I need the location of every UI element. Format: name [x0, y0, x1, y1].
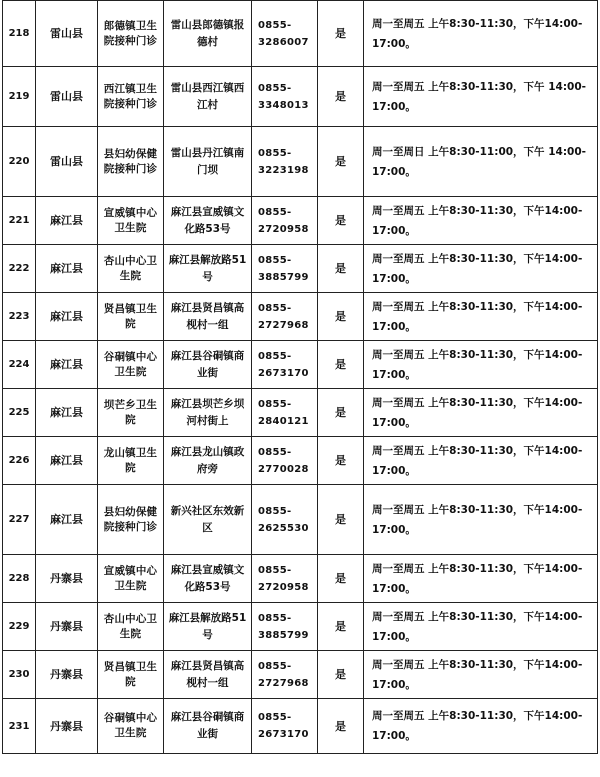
address-cell: 麻江县坝芒乡坝河村街上 [164, 389, 252, 437]
hours-cell: 周一至周五 上午8:30-11:30，下午14:00-17:00。 [364, 293, 598, 341]
address-cell: 麻江县谷硐镇商业街 [164, 341, 252, 389]
row-number: 229 [3, 603, 36, 651]
county-cell: 雷山县 [36, 67, 98, 127]
table-row [3, 651, 598, 699]
clinic-name-cell: 谷硐镇中心卫生院 [98, 341, 164, 389]
table-row [3, 197, 598, 245]
phone-cell: 0855-2720958 [252, 555, 318, 603]
document-page [2, 0, 597, 754]
available-flag-cell: 是 [318, 485, 364, 555]
table-row [3, 699, 598, 754]
clinic-name-cell: 县妇幼保健院接种门诊 [98, 485, 164, 555]
table-row [3, 341, 598, 389]
phone-cell: 0855-3223198 [252, 127, 318, 197]
phone-cell: 0855-2840121 [252, 389, 318, 437]
table-row [3, 389, 598, 437]
table-body [3, 1, 598, 754]
row-number: 225 [3, 389, 36, 437]
available-flag-cell: 是 [318, 127, 364, 197]
county-cell: 麻江县 [36, 341, 98, 389]
row-number: 230 [3, 651, 36, 699]
clinic-name-cell: 郎德镇卫生院接种门诊 [98, 1, 164, 67]
clinic-name-cell: 杏山中心卫生院 [98, 245, 164, 293]
available-flag-cell: 是 [318, 1, 364, 67]
address-cell: 麻江县宣威镇文化路53号 [164, 197, 252, 245]
available-flag-cell: 是 [318, 245, 364, 293]
address-cell: 麻江县解放路51号 [164, 603, 252, 651]
table-row [3, 437, 598, 485]
county-cell: 丹寨县 [36, 603, 98, 651]
row-number: 224 [3, 341, 36, 389]
phone-cell: 0855-2727968 [252, 651, 318, 699]
county-cell: 麻江县 [36, 485, 98, 555]
phone-cell: 0855-2770028 [252, 437, 318, 485]
table-row [3, 555, 598, 603]
available-flag-cell: 是 [318, 197, 364, 245]
hours-cell: 周一至周五 上午8:30-11:30，下午14:00-17:00。 [364, 555, 598, 603]
hours-cell: 周一至周五 上午8:30-11:30，下午14:00-17:00。 [364, 485, 598, 555]
row-number: 227 [3, 485, 36, 555]
clinic-name-cell: 贤昌镇卫生院 [98, 293, 164, 341]
hours-cell: 周一至周五 上午8:30-11:30，下午 14:00-17:00。 [364, 67, 598, 127]
clinic-name-cell: 县妇幼保健院接种门诊 [98, 127, 164, 197]
available-flag-cell: 是 [318, 341, 364, 389]
row-number: 231 [3, 699, 36, 754]
table-row [3, 127, 598, 197]
clinic-name-cell: 西江镇卫生院接种门诊 [98, 67, 164, 127]
hours-cell: 周一至周五 上午8:30-11:30，下午14:00-17:00。 [364, 245, 598, 293]
hours-cell: 周一至周五 上午8:30-11:30，下午14:00-17:00。 [364, 197, 598, 245]
phone-cell: 0855-3286007 [252, 1, 318, 67]
available-flag-cell: 是 [318, 293, 364, 341]
address-cell: 雷山县西江镇西江村 [164, 67, 252, 127]
available-flag-cell: 是 [318, 651, 364, 699]
clinic-name-cell: 坝芒乡卫生院 [98, 389, 164, 437]
table-row [3, 603, 598, 651]
hours-cell: 周一至周五 上午8:30-11:30，下午14:00-17:00。 [364, 699, 598, 754]
address-cell: 麻江县谷硐镇商业街 [164, 699, 252, 754]
phone-cell: 0855-2727968 [252, 293, 318, 341]
clinic-table [2, 0, 598, 754]
address-cell: 麻江县龙山镇政府旁 [164, 437, 252, 485]
hours-cell: 周一至周五 上午8:30-11:30，下午14:00-17:00。 [364, 603, 598, 651]
address-cell: 麻江县贤昌镇高枧村一组 [164, 293, 252, 341]
phone-cell: 0855-2673170 [252, 341, 318, 389]
phone-cell: 0855-2720958 [252, 197, 318, 245]
available-flag-cell: 是 [318, 555, 364, 603]
table-row [3, 245, 598, 293]
county-cell: 雷山县 [36, 127, 98, 197]
row-number: 221 [3, 197, 36, 245]
table-row [3, 67, 598, 127]
table-row [3, 1, 598, 67]
hours-cell: 周一至周日 上午8:30-11:00，下午 14:00-17:00。 [364, 127, 598, 197]
clinic-name-cell: 龙山镇卫生院 [98, 437, 164, 485]
county-cell: 麻江县 [36, 197, 98, 245]
hours-cell: 周一至周五 上午8:30-11:30，下午14:00-17:00。 [364, 651, 598, 699]
row-number: 222 [3, 245, 36, 293]
clinic-name-cell: 宣威镇中心卫生院 [98, 555, 164, 603]
hours-cell: 周一至周五 上午8:30-11:30，下午14:00-17:00。 [364, 341, 598, 389]
hours-cell: 周一至周五 上午8:30-11:30，下午14:00-17:00。 [364, 1, 598, 67]
row-number: 226 [3, 437, 36, 485]
address-cell: 雷山县郎德镇报德村 [164, 1, 252, 67]
available-flag-cell: 是 [318, 67, 364, 127]
table-row [3, 485, 598, 555]
county-cell: 麻江县 [36, 437, 98, 485]
available-flag-cell: 是 [318, 437, 364, 485]
row-number: 219 [3, 67, 36, 127]
clinic-name-cell: 宣威镇中心卫生院 [98, 197, 164, 245]
phone-cell: 0855-3885799 [252, 603, 318, 651]
county-cell: 雷山县 [36, 1, 98, 67]
clinic-name-cell: 贤昌镇卫生院 [98, 651, 164, 699]
row-number: 223 [3, 293, 36, 341]
phone-cell: 0855-3885799 [252, 245, 318, 293]
phone-cell: 0855-2625530 [252, 485, 318, 555]
row-number: 220 [3, 127, 36, 197]
address-cell: 麻江县贤昌镇高枧村一组 [164, 651, 252, 699]
county-cell: 丹寨县 [36, 651, 98, 699]
row-number: 228 [3, 555, 36, 603]
address-cell: 雷山县丹江镇南门坝 [164, 127, 252, 197]
available-flag-cell: 是 [318, 699, 364, 754]
county-cell: 丹寨县 [36, 699, 98, 754]
address-cell: 麻江县解放路51号 [164, 245, 252, 293]
phone-cell: 0855-3348013 [252, 67, 318, 127]
hours-cell: 周一至周五 上午8:30-11:30，下午14:00-17:00。 [364, 389, 598, 437]
row-number: 218 [3, 1, 36, 67]
available-flag-cell: 是 [318, 389, 364, 437]
county-cell: 麻江县 [36, 293, 98, 341]
hours-cell: 周一至周五 上午8:30-11:30，下午14:00-17:00。 [364, 437, 598, 485]
available-flag-cell: 是 [318, 603, 364, 651]
phone-cell: 0855-2673170 [252, 699, 318, 754]
table-row [3, 293, 598, 341]
address-cell: 麻江县宣威镇文化路53号 [164, 555, 252, 603]
county-cell: 麻江县 [36, 245, 98, 293]
county-cell: 麻江县 [36, 389, 98, 437]
clinic-name-cell: 杏山中心卫生院 [98, 603, 164, 651]
address-cell: 新兴社区东效新区 [164, 485, 252, 555]
county-cell: 丹寨县 [36, 555, 98, 603]
clinic-name-cell: 谷硐镇中心卫生院 [98, 699, 164, 754]
